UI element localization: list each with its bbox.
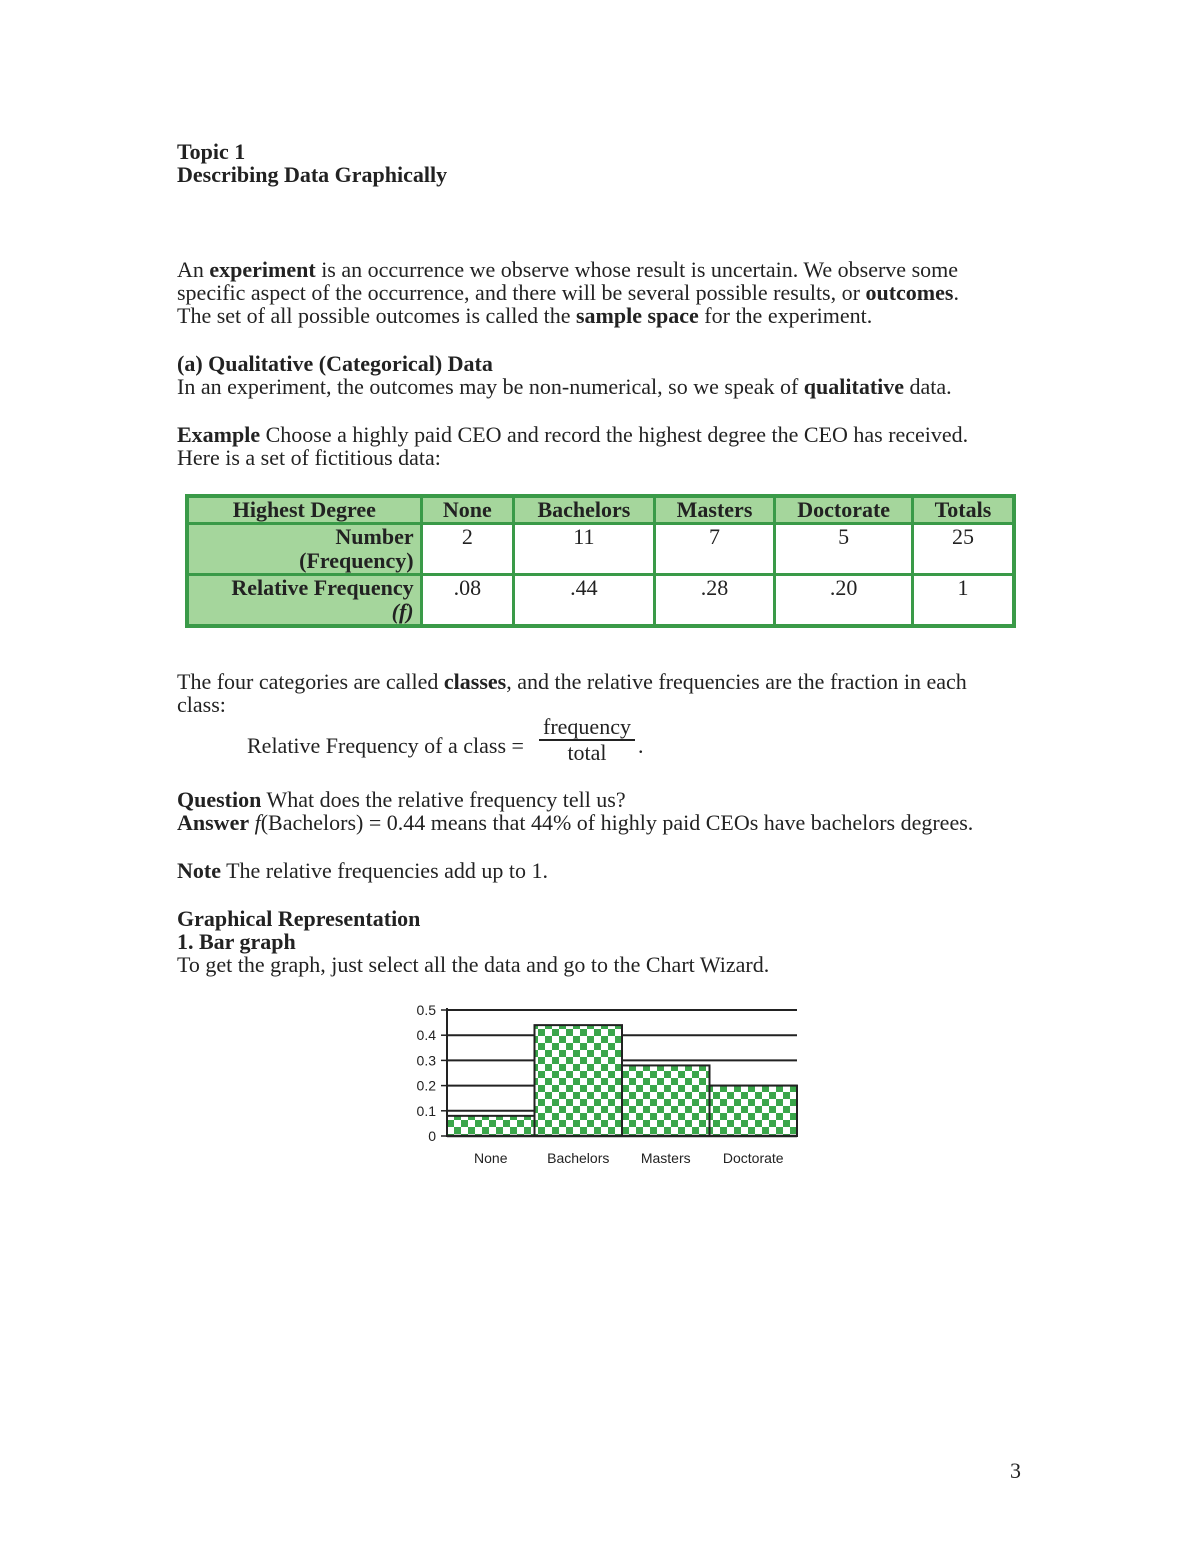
column-header: None [421,496,513,524]
text: for the experiment. [698,303,873,328]
y-tick-label: 0.5 [416,1002,436,1018]
y-tick-label: 0 [428,1128,436,1144]
table-cell: .20 [775,575,913,627]
x-tick-label: Doctorate [722,1150,784,1166]
row-label-line: Relative Frequency [231,575,414,600]
text: is an occurrence we observe whose result is uncertain. We observe some [315,257,959,282]
x-tick-label: Bachelors [547,1150,610,1166]
x-tick-label: Masters [640,1150,691,1166]
y-tick-label: 0.3 [416,1052,436,1069]
page-number: 3 [1010,1458,1021,1483]
term-outcomes: outcomes [865,280,954,305]
column-header: Bachelors [514,496,655,524]
f-symbol: f [254,810,261,835]
text: An [177,257,210,282]
formula-lhs: Relative Frequency of a class = [247,733,524,758]
table-cell: 11 [514,524,655,575]
formula-denominator: total [567,740,607,765]
graphical-text: To get the graph, just select all the data and go to the Chart Wizard. [177,952,770,977]
topic-number: Topic 1 [177,139,246,164]
column-header: Doctorate [775,496,913,524]
text: Choose a highly paid CEO and record the highest degree the CEO has received. [260,422,969,447]
bar [535,1025,623,1136]
column-header: Masters [654,496,775,524]
table-cell: .28 [654,575,775,627]
example-label: Example [177,422,261,447]
classes-line-2: class: [177,692,226,717]
bar [622,1065,710,1136]
term-qualitative: qualitative [803,374,905,399]
term-sample-space: sample space [575,303,699,328]
topic-title: Describing Data Graphically [177,162,448,187]
text: data. [904,374,952,399]
table-cell: .44 [514,575,655,627]
table-cell: 1 [912,575,1014,627]
row-label-line: (Frequency) [299,548,414,573]
table-cell: 2 [421,524,513,575]
table-cell: 7 [654,524,775,575]
example-line-2: Here is a set of fictitious data: [177,445,441,470]
text: The set of all possible outcomes is called the [177,303,576,328]
text: The four categories are called [177,669,444,694]
y-tick-label: 0.1 [416,1102,436,1119]
question-label: Question [177,787,262,812]
qualitative-heading: (a) Qualitative (Categorical) Data [177,351,493,376]
row-label-line: (f) [391,599,414,624]
y-tick-label: 0.2 [416,1077,436,1094]
text: What does the relative frequency tell us? [261,787,626,812]
table-header-label: Highest Degree [187,496,421,524]
text: (Bachelors) = 0.44 means that 44% of highly paid CEOs have bachelors degrees. [260,810,974,835]
table-cell: 25 [912,524,1014,575]
bar [710,1086,798,1136]
term-experiment: experiment [209,257,316,282]
formula-numerator: frequency [539,716,635,741]
table-cell: .08 [421,575,513,627]
y-tick-label: 0.4 [416,1027,436,1044]
text: , and the relative frequencies are the fraction in each [506,669,967,694]
table-cell: 5 [775,524,913,575]
answer-label: Answer [177,810,250,835]
note-label: Note [177,858,221,883]
bar [447,1116,535,1136]
formula-period: . [638,733,644,758]
text: specific aspect of the occurrence, and there will be several possible results, or [177,280,866,305]
text: The relative frequencies add up to 1. [220,858,549,883]
graphical-heading: Graphical Representation [177,906,421,931]
text: . [953,280,959,305]
text: In an experiment, the outcomes may be non-numerical, so we speak of [177,374,804,399]
x-tick-label: None [474,1150,508,1166]
bar-graph-heading: 1. Bar graph [177,929,296,954]
column-header: Totals [912,496,1014,524]
term-classes: classes [443,669,507,694]
row-label-line: Number [335,524,414,549]
